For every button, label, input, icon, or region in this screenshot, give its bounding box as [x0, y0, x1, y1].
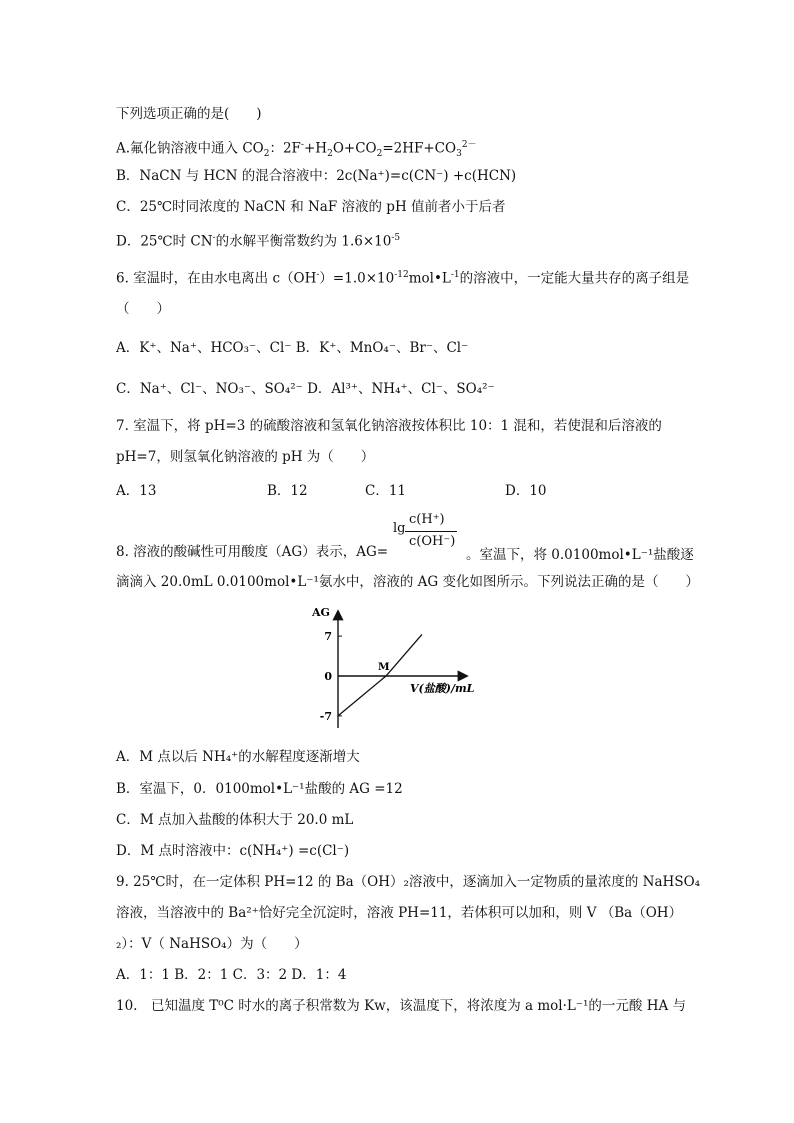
point-m-label: M	[378, 661, 390, 673]
q6-stem: 6. 室温时，在由水电离出 $c(OH^-)=1.0\times 10^{-12}mol•L^{-1}$的溶液中，一定能大量共存的离子组是	[116, 270, 690, 287]
y-axis-label: AG	[312, 606, 330, 619]
y-tick-label: -7	[319, 709, 332, 723]
q7-option-c: C．11	[365, 483, 407, 499]
log-symbol: lg	[393, 521, 406, 536]
q8-option-c: C．M 点加入盐酸的体积大于 20.0 mL	[116, 812, 354, 828]
fraction-bar	[405, 531, 457, 532]
x-axis-label: V(盐酸)/mL	[410, 682, 475, 695]
ag-formula	[393, 512, 463, 558]
q8-stem-end: 。室温下，将 0.0100mol•L⁻¹盐酸逐	[466, 547, 694, 563]
q8-option-a: A．M 点以后 NH₄⁺的水解程度逐渐增大	[116, 749, 360, 765]
q9-stem-line1: 9. 25℃时，在一定体积 PH=12 的 Ba（OH）₂溶液中，逐滴加入一定物质的量浓度的 NaHSO₄	[116, 874, 701, 890]
q9-stem-line2: 溶液，当溶液中的 Ba²⁺恰好完全沉淀时，溶液 PH=11，若体积可以加和，则 V （Ba（OH）	[116, 905, 683, 921]
ag-chart	[300, 600, 500, 732]
q5-option-c: C．25℃时同浓度的 NaCN 和 NaF 溶液的 pH 值前者小于后者	[116, 199, 506, 215]
q8-stem-line2: 滴滴入 20.0mL 0.0100mol•L⁻¹氨水中，溶液的 AG 变化如图所示。下列说法正确的是（ ）	[116, 574, 699, 590]
ag-line	[338, 634, 422, 716]
q6-options-ab: A．K⁺、Na⁺、HCO₃⁻、Cl⁻ B．K⁺、MnO₄⁻、Br⁻、Cl⁻	[116, 340, 469, 356]
q9-stem-line3: ₂）：V（ NaHSO₄）为（ ）	[116, 936, 308, 952]
y-tick-label: 7	[324, 630, 332, 644]
q6-answer-paren: （ ）	[116, 301, 170, 317]
q7-stem-line2: pH=7，则氢氧化钠溶液的 pH 为（ ）	[116, 449, 375, 465]
q9-options: A．1：1 B．2：1 C．3：2 D．1：4	[116, 967, 347, 983]
q5-option-b: B．NaCN 与 HCN 的混合溶液中：2c(Na⁺)=c(CN⁻) +c(HCN)	[116, 168, 517, 184]
q5-option-d: D．25℃时 CN-的水解平衡常数约为 $1.6\times 10^{-5}$	[116, 233, 401, 250]
q8-option-d: D．M 点时溶液中：c(NH₄⁺) =c(Cl⁻)	[116, 843, 350, 859]
q5-option-a: A.氟化钠溶液中通入 $CO_2$：$2F^-+H_2O+CO_2=2HF+CO_3^{2-}$	[116, 140, 477, 160]
y-tick-label: 0	[324, 670, 332, 683]
q7-option-a: A．13	[116, 483, 157, 499]
q8-option-b: B．室温下，0．0100mol•L⁻¹盐酸的 AG =12	[116, 781, 403, 797]
q6-options-cd: C．Na⁺、Cl⁻、NO₃⁻、SO₄²⁻ D．Al³⁺、NH₄⁺、Cl⁻、SO₄²⁻	[116, 381, 495, 397]
question-intro: 下列选项正确的是( )	[116, 106, 262, 122]
q7-option-b: B．12	[267, 483, 308, 499]
q7-stem-line1: 7. 室温下，将 pH=3 的硫酸溶液和氢氧化钠溶液按体积比 10：1 混和，若使混和后溶液的	[116, 418, 662, 434]
q10-stem-line1: 10. 已知温度 T⁰C 时水的离子积常数为 Kw，该温度下，将浓度为 a mol·L⁻¹的一元酸 HA 与	[116, 998, 687, 1014]
formula-denominator: c(OH⁻)	[409, 534, 456, 549]
formula-numerator: c(H⁺)	[409, 512, 445, 527]
q8-stem-start: 8. 溶液的酸碱性可用酸度（AG）表示，AG=	[116, 544, 389, 560]
q7-option-d: D．10	[505, 483, 547, 499]
